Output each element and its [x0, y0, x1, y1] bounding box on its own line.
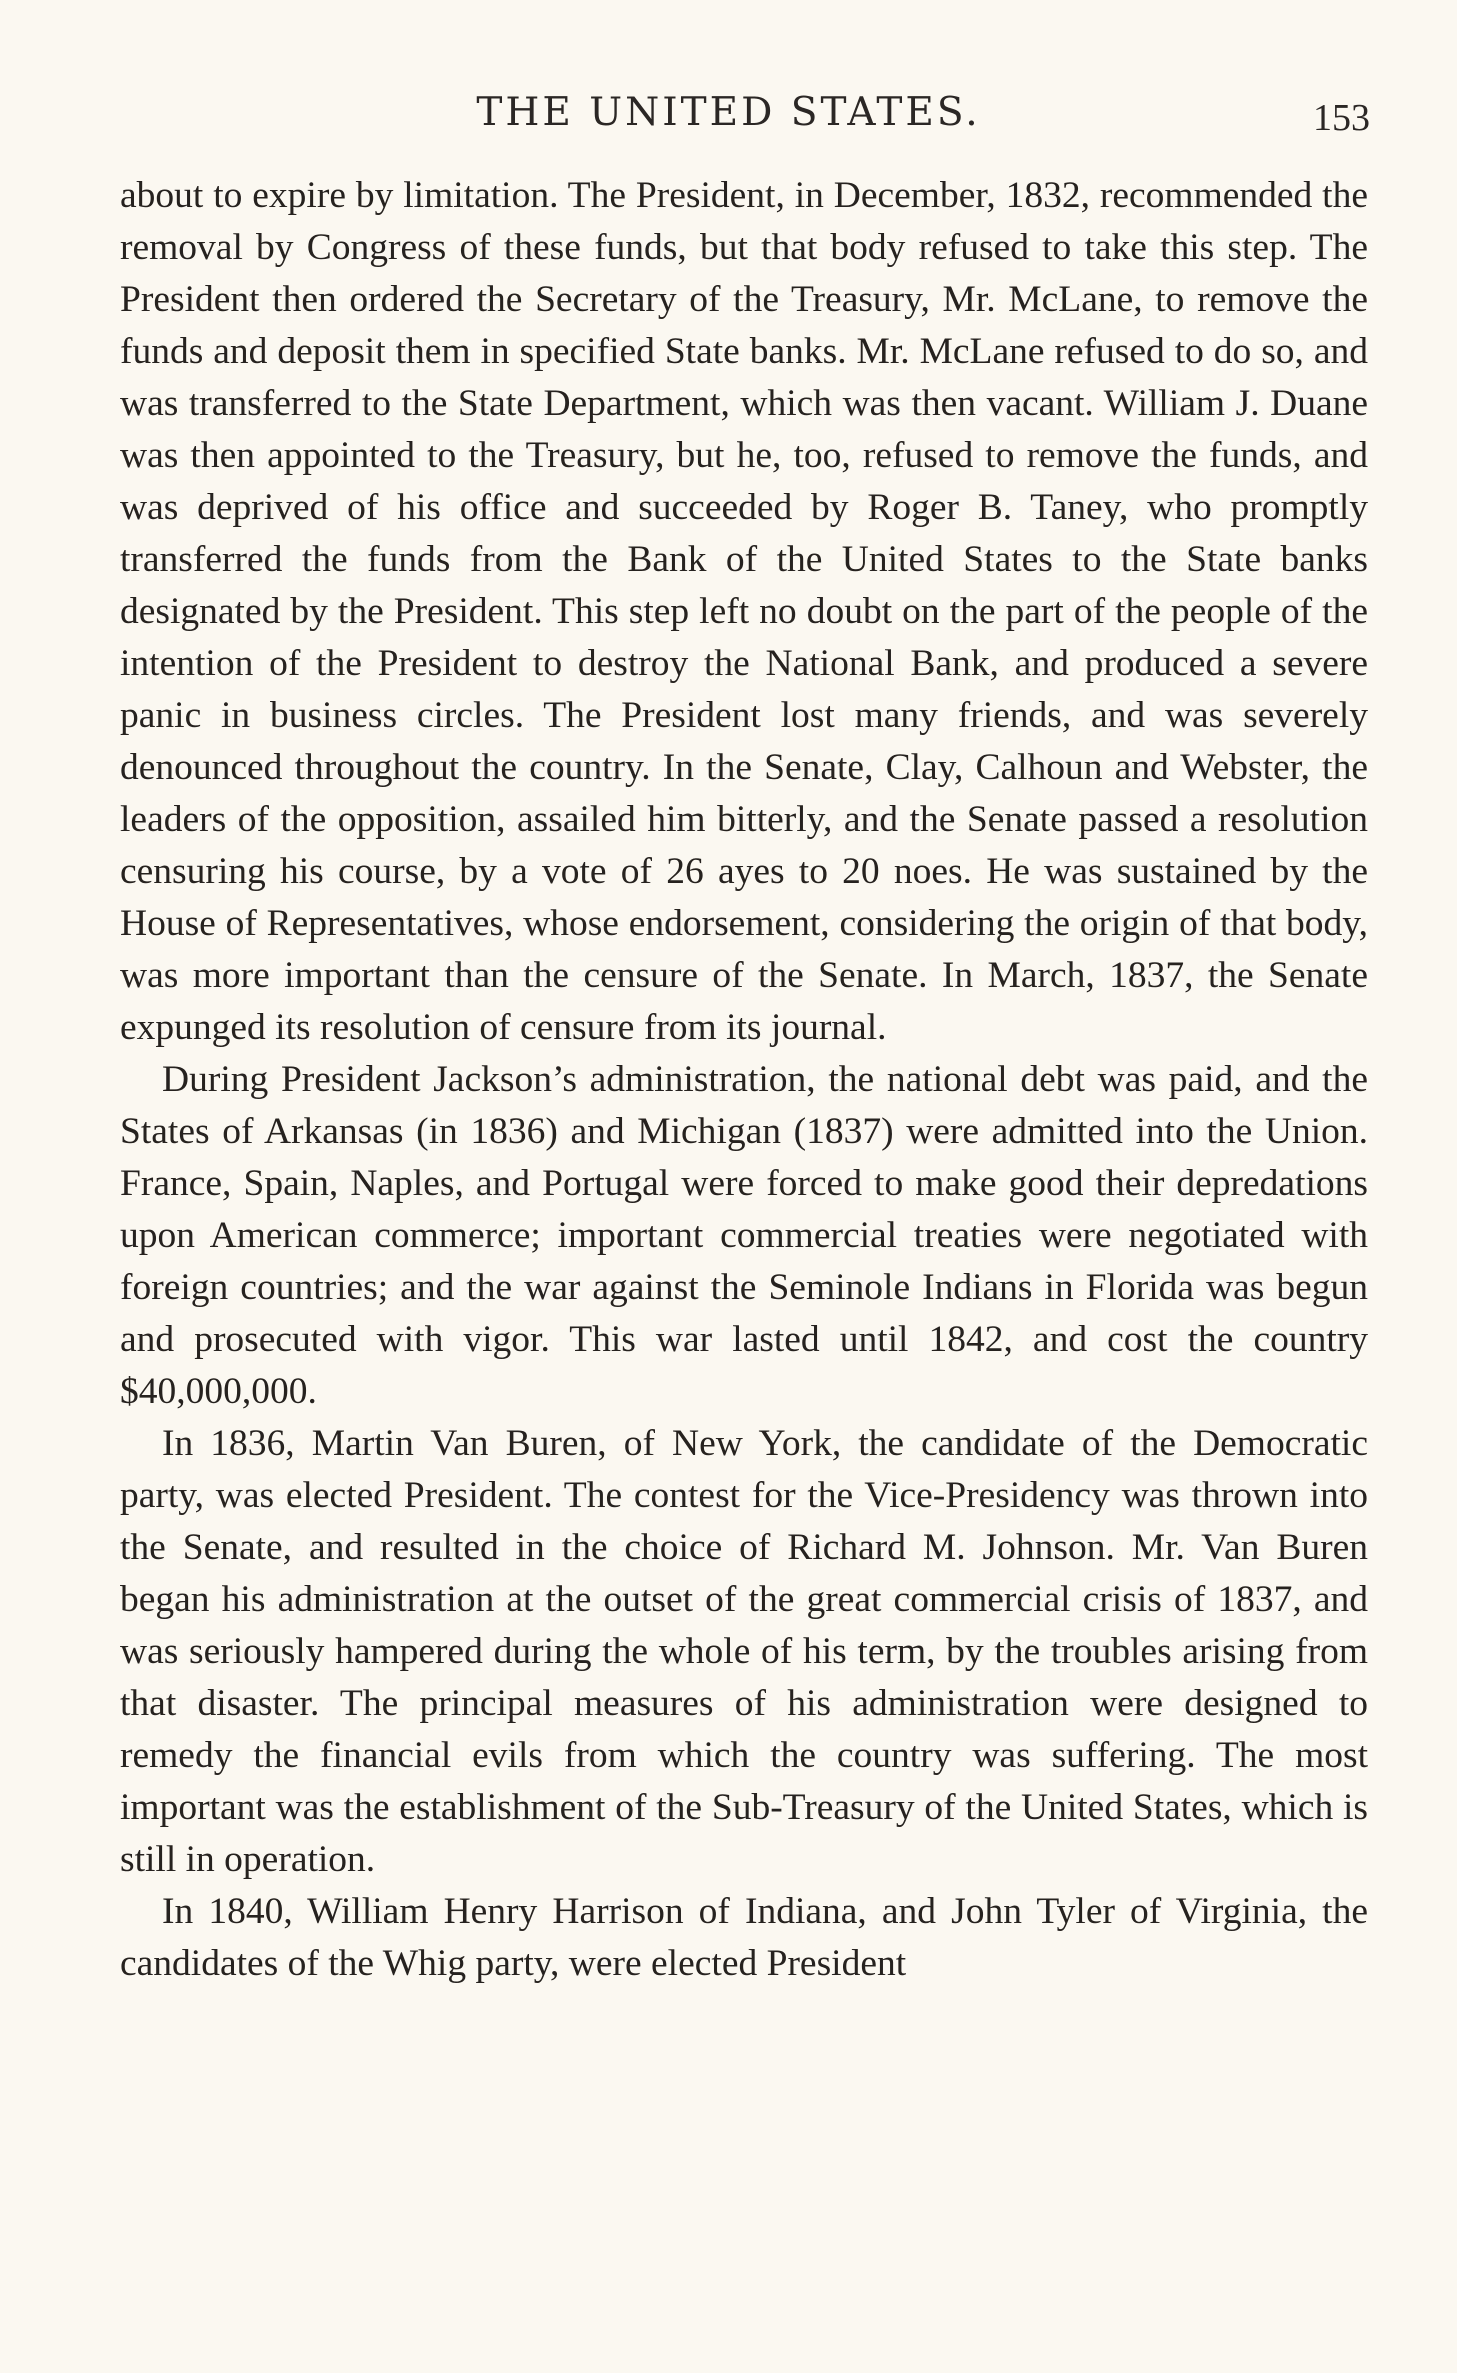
page-title: THE UNITED STATES.: [476, 90, 981, 135]
page-number: 153: [1313, 97, 1370, 139]
body-text: [120, 170, 1368, 1990]
paragraph-harrison: In 1840, William Henry Harrison of Indiana, and John Tyler of Virginia, the candidates of the Whig party, were elected President: [120, 1891, 1368, 1984]
running-head: [0, 90, 1457, 150]
paragraph-van-buren: In 1836, Martin Van Buren, of New York, the candidate of the Democratic party, was elected President. The contest for the Vice-Presidency was thrown into the Senate, and resulted in the choice of Richard M. Johnson. Mr. Van Buren began his administration at the outset of the great commercial crisis of 1837, and was seriously hampered during the whole of his term, by the troubles arising from that disaster. The principal measures of his administration were designed to remedy the financial evils from which the country was suffering. The most important was the establishment of the Sub-Treasury of the United States, which is still in operation.: [120, 1423, 1368, 1880]
paragraph-continuation: about to expire by limitation. The President, in December, 1832, recommended the removal by Congress of these funds, but that body refused to take this step. The President then ordered the Secretary of the Treasury, Mr. McLane, to remove the funds and deposit them in specified State banks. Mr. McLane refused to do so, and was transferred to the State Department, which was then vacant. William J. Duane was then appointed to the Treasury, but he, too, refused to remove the funds, and was deprived of his office and succeeded by Roger B. Taney, who promptly transferred the funds from the Bank of the United States to the State banks designated by the President. This step left no doubt on the part of the people of the intention of the President to destroy the National Bank, and produced a severe panic in business circles. The President lost many friends, and was severely denounced throughout the country. In the Senate, Clay, Calhoun and Webster, the leaders of the opposition, assailed him bitterly, and the Senate passed a resolution censuring his course, by a vote of 26 ayes to 20 noes. He was sustained by the House of Representatives, whose endorsement, considering the origin of that body, was more important than the censure of the Senate. In March, 1837, the Senate expunged its resolution of censure from its journal.: [120, 175, 1368, 1048]
paragraph-jackson-administration: During President Jackson’s administration, the national debt was paid, and the States of Arkansas (in 1836) and Michigan (1837) were admitted into the Union. France, Spain, Naples, and Portugal were forced to make good their depredations upon American commerce; important commercial treaties were negotiated with foreign countries; and the war against the Seminole Indians in Florida was begun and prosecuted with vigor. This war lasted until 1842, and cost the country $40,000,000.: [120, 1059, 1368, 1412]
